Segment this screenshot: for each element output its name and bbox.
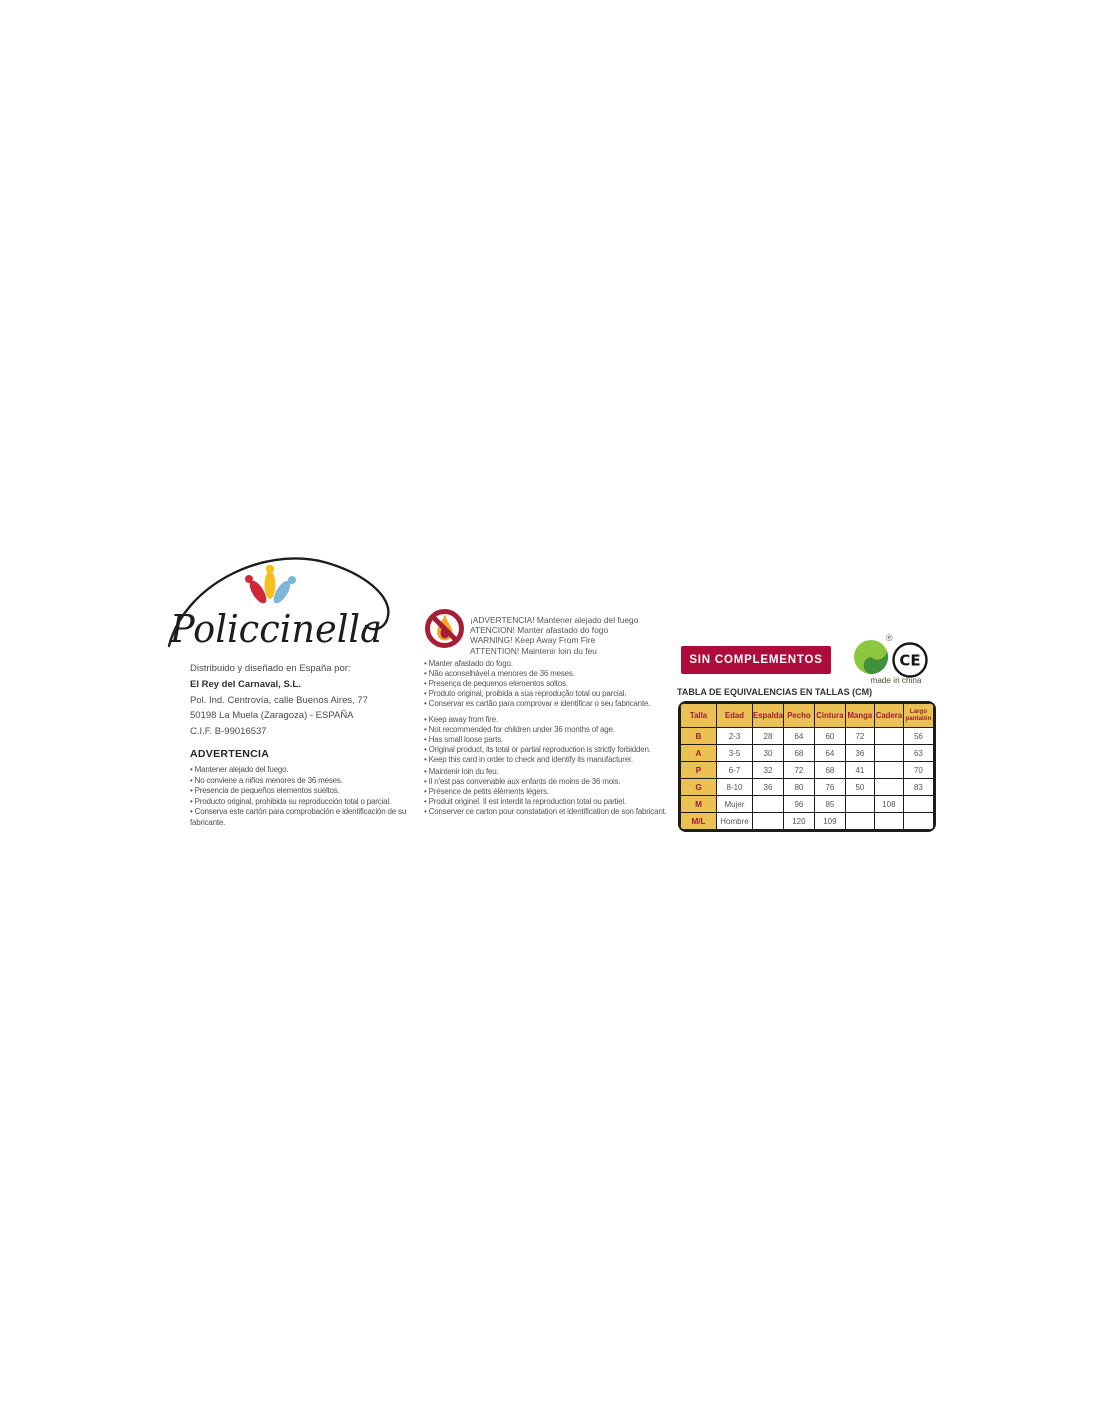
bullet-item: • Produit originel. Il est interdit la reproduction total ou partiel.	[424, 797, 676, 807]
size-value-cell: 2-3	[717, 728, 753, 745]
bullet-item: • Not recommended for children under 36 months of age.	[424, 725, 676, 735]
bullet-item: • Producto original, prohibida su reproducción total o parcial.	[190, 797, 418, 808]
size-value-cell: Mujer	[717, 796, 753, 813]
no-accessories-banner-label: SIN COMPLEMENTOS	[689, 654, 823, 666]
size-value-cell	[753, 796, 784, 813]
size-value-cell: 41	[845, 762, 874, 779]
size-value-cell	[845, 796, 874, 813]
size-value-cell: 64	[783, 728, 814, 745]
size-code-cell: M	[681, 796, 717, 813]
bullet-item: • Conservar es cartão para comprovar e identificar o seu fabricante.	[424, 699, 676, 709]
size-table	[680, 703, 934, 830]
bullet-item: • Keep this card in order to check and identify its manufacturer.	[424, 755, 676, 765]
size-value-cell: 32	[753, 762, 784, 779]
bullet-item: • Has small loose parts.	[424, 735, 676, 745]
column-header: Edad	[717, 704, 753, 728]
size-code-cell: G	[681, 779, 717, 796]
bullet-item: • Maintenir loin du feu.	[424, 767, 676, 777]
bullet-item: • Mantener alejado del fuego.	[190, 765, 418, 776]
size-value-cell: 96	[783, 796, 814, 813]
size-value-cell: 72	[783, 762, 814, 779]
table-row	[681, 728, 934, 745]
bullet-item: • No conviene a niños menores de 36 meses.	[190, 776, 418, 787]
size-value-cell: 28	[753, 728, 784, 745]
table-row	[681, 779, 934, 796]
warning-header-line-pt: ATENCION! Manter afastado do fogo	[470, 625, 609, 636]
table-row	[681, 762, 934, 779]
size-value-cell	[874, 762, 903, 779]
size-value-cell: Hombre	[717, 813, 753, 830]
table-row	[681, 813, 934, 830]
distributor-name: El Rey del Carnaval, S.L.	[190, 678, 301, 690]
column-header: Talla	[681, 704, 717, 728]
column-header: Cintura	[814, 704, 845, 728]
brand-logo-text: Policcinella	[169, 607, 382, 651]
address-line: Pol. Ind. Centrovía, calle Buenos Aires, 77	[190, 694, 368, 706]
column-header: Largo pantalón	[903, 704, 933, 728]
address-line: 50198 La Muela (Zaragoza) - ESPAÑA	[190, 710, 354, 722]
bullet-item: • Présence de petits éléments légers.	[424, 787, 676, 797]
size-value-cell: 108	[874, 796, 903, 813]
distributor-address	[190, 661, 420, 740]
size-value-cell: 6-7	[717, 762, 753, 779]
bullet-item: • Presencia de pequeños elementos sueltos.	[190, 786, 418, 797]
bullet-item: • Conserver ce carton pour constatation et identification de son fabricant.	[424, 807, 676, 817]
cif-number: C.I.F. B-99016537	[190, 726, 267, 738]
size-value-cell	[874, 779, 903, 796]
size-code-cell: P	[681, 762, 717, 779]
bullet-item: • Keep away from fire.	[424, 715, 676, 725]
bullet-item: • Il n'est pas convenable aux enfants de moins de 36 mois.	[424, 777, 676, 787]
bullet-item: • Manter afastado do fogo.	[424, 659, 676, 669]
size-value-cell: 3-5	[717, 745, 753, 762]
size-code-cell: B	[681, 728, 717, 745]
size-value-cell: 63	[903, 745, 933, 762]
warning-header-line-es: ¡ADVERTENCIA! Mantener alejado del fuego	[470, 615, 639, 625]
size-value-cell: 64	[814, 745, 845, 762]
brand-logo	[164, 554, 400, 658]
ce-mark-letters: CE	[899, 651, 921, 670]
ce-mark-icon	[891, 641, 929, 679]
advertencia-heading: ADVERTENCIA	[190, 748, 270, 760]
size-value-cell	[874, 728, 903, 745]
jester-hat-icon	[245, 565, 296, 606]
size-value-cell: 30	[753, 745, 784, 762]
size-value-cell	[903, 813, 933, 830]
size-value-cell: 50	[845, 779, 874, 796]
size-value-cell	[845, 813, 874, 830]
size-value-cell: 120	[783, 813, 814, 830]
spanish-warnings-list	[190, 765, 418, 829]
size-value-cell: 109	[814, 813, 845, 830]
bullet-item: • Não aconselhável a menores de 36 meses.	[424, 669, 676, 679]
english-warnings-list	[424, 715, 676, 765]
bullet-item: • Presença de pequenos elementos soltos.	[424, 679, 676, 689]
column-header: Espalda	[753, 704, 784, 728]
size-value-cell: 60	[814, 728, 845, 745]
made-in-china-label: made in china	[870, 676, 922, 685]
distributor-intro: Distribuido y diseñado en España por:	[190, 663, 351, 674]
size-value-cell: 80	[783, 779, 814, 796]
size-value-cell: 8-10	[717, 779, 753, 796]
size-code-cell: A	[681, 745, 717, 762]
no-fire-icon	[424, 608, 465, 649]
column-header: Pecho	[783, 704, 814, 728]
size-value-cell: 68	[783, 745, 814, 762]
green-dot-recycling-icon	[853, 639, 889, 675]
bullet-item: • Original product, its total or partial reproduction is strictly forbidden.	[424, 745, 676, 755]
bullet-item: • Conserva este cartón para comprobación e identificación de su fabricante.	[190, 807, 418, 828]
warning-header	[470, 615, 690, 656]
size-value-cell: 85	[814, 796, 845, 813]
size-table-title: TABLA DE EQUIVALENCIAS EN TALLAS (CM)	[677, 687, 873, 697]
size-value-cell	[903, 796, 933, 813]
bullet-item: • Produto original, proibida a sua reprodução total ou parcial.	[424, 689, 676, 699]
size-value-cell: 76	[814, 779, 845, 796]
warning-header-line-en: WARNING! Keep Away From Fire	[470, 635, 596, 646]
column-header: Cadera	[874, 704, 903, 728]
size-value-cell	[753, 813, 784, 830]
column-header: Manga	[845, 704, 874, 728]
size-equivalence-table	[678, 701, 936, 832]
size-value-cell	[874, 745, 903, 762]
table-row	[681, 745, 934, 762]
size-value-cell: 68	[814, 762, 845, 779]
registered-trademark-symbol: ®	[886, 633, 893, 643]
size-value-cell: 56	[903, 728, 933, 745]
portuguese-warnings-list	[424, 659, 676, 709]
size-value-cell: 70	[903, 762, 933, 779]
size-value-cell: 36	[845, 745, 874, 762]
size-value-cell	[874, 813, 903, 830]
size-code-cell: M/L	[681, 813, 717, 830]
table-row	[681, 796, 934, 813]
size-value-cell: 36	[753, 779, 784, 796]
warning-header-line-fr: ATTENTION! Maintenir loin du feu	[470, 645, 597, 656]
size-value-cell: 72	[845, 728, 874, 745]
size-value-cell: 83	[903, 779, 933, 796]
no-accessories-banner	[681, 646, 831, 674]
french-warnings-list	[424, 767, 676, 817]
